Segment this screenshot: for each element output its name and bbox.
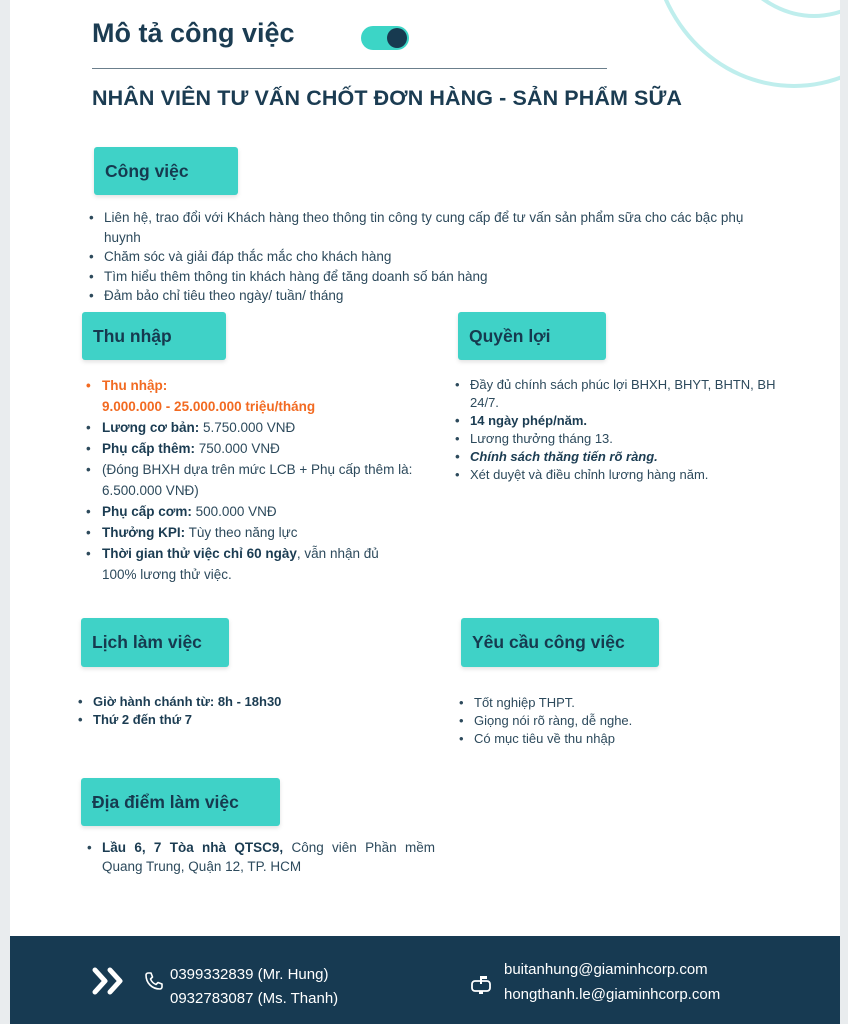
item-label: Thời gian thử việc chỉ 60 ngày xyxy=(102,546,297,561)
location-list xyxy=(85,838,435,876)
item-label: Thưởng KPI: xyxy=(102,525,186,540)
list-item: • Tốt nghiệp THPT. xyxy=(457,694,787,712)
contact-phone-2[interactable]: 0932783087 (Ms. Thanh) xyxy=(170,990,339,1007)
list-item: • Liên hệ, trao đổi với Khách hàng theo thông tin công ty cung cấp để tư vấn sản phẩm sữa cho các bậc phụ huynh xyxy=(87,208,777,247)
list-item xyxy=(84,522,414,543)
section-heading-thu-nhap xyxy=(82,312,226,360)
list-item: • Thứ 2 đến thứ 7 xyxy=(76,711,406,729)
income-range-item xyxy=(84,375,414,417)
income-list xyxy=(84,375,414,585)
section-heading-label: Lịch làm việc xyxy=(92,632,202,652)
item-value: 750.000 VNĐ xyxy=(195,441,280,456)
decorative-arc-inner xyxy=(710,0,840,18)
title-divider xyxy=(92,68,607,69)
section-heading-label: Địa điểm làm việc xyxy=(92,791,239,812)
section-heading-label: Quyền lợi xyxy=(469,325,551,346)
requirements-list xyxy=(457,694,787,748)
contact-email-2[interactable]: hongthanh.le@giaminhcorp.com xyxy=(504,986,721,1003)
list-item: • Có mục tiêu về thu nhập xyxy=(457,730,787,748)
income-range: 9.000.000 - 25.000.000 triệu/tháng xyxy=(102,399,316,414)
list-item: • Chăm sóc và giải đáp thắc mắc cho khách hàng xyxy=(87,247,777,267)
section-heading-lich-lam-viec xyxy=(81,618,229,667)
list-item xyxy=(84,417,414,438)
list-item: • Lương thưởng tháng 13. xyxy=(453,430,788,448)
list-item xyxy=(84,501,414,522)
list-item xyxy=(84,459,414,501)
list-item: • Tìm hiểu thêm thông tin khách hàng để tăng doanh số bán hàng xyxy=(87,267,777,287)
list-item: • Đầy đủ chính sách phúc lợi BHXH, BHYT, BHTN, BH 24/7. xyxy=(453,376,788,412)
section-heading-yeu-cau xyxy=(461,618,659,667)
item-value: , vẫn nhận đủ 100% lương thử việc. xyxy=(102,546,379,582)
item-value: 5.750.000 VNĐ xyxy=(199,420,296,435)
list-item xyxy=(84,543,414,585)
contact-email-1[interactable]: buitanhung@giaminhcorp.com xyxy=(504,961,708,978)
item-label: Phụ cấp cơm: xyxy=(102,504,192,519)
section-heading-label: Yêu cầu công việc xyxy=(472,632,625,652)
location-address: Công viên Phần mềm Quang Trung, Quận 12, TP. HCM xyxy=(102,840,435,874)
item-label: Phụ cấp thêm: xyxy=(102,441,196,456)
list-item: • Đảm bảo chỉ tiêu theo ngày/ tuần/ tháng xyxy=(87,286,777,306)
phone-icon xyxy=(144,971,164,991)
contact-phone-1[interactable]: 0399332839 (Mr. Hung) xyxy=(170,966,329,983)
page-title: Mô tả công việc xyxy=(92,18,295,48)
list-item: • Giọng nói rõ ràng, dễ nghe. xyxy=(457,712,787,730)
decorative-arc-outer xyxy=(650,0,840,88)
contact-footer xyxy=(10,936,840,1024)
toggle-switch[interactable] xyxy=(361,26,409,50)
double-chevron-right-icon xyxy=(92,967,126,995)
list-item xyxy=(85,838,435,876)
item-label: Lương cơ bản: xyxy=(102,420,200,435)
job-description-sheet xyxy=(10,0,840,1024)
section-heading-cong-viec xyxy=(94,147,238,195)
section-heading-label: Công việc xyxy=(105,160,189,181)
job-title: NHÂN VIÊN TƯ VẤN CHỐT ĐƠN HÀNG - SẢN PHẨM SỮA xyxy=(92,86,683,110)
toggle-knob xyxy=(387,28,407,48)
list-item xyxy=(84,438,414,459)
job-duties-list xyxy=(87,208,777,306)
benefits-list xyxy=(453,376,788,484)
section-heading-dia-diem xyxy=(81,778,280,826)
location-building: Lầu 6, 7 Tòa nhà QTSC9, xyxy=(102,840,284,855)
list-item: • Giờ hành chánh từ: 8h - 18h30 xyxy=(76,693,406,711)
item-value: (Đóng BHXH dựa trên mức LCB + Phụ cấp thêm là: 6.500.000 VNĐ) xyxy=(102,462,413,498)
list-item: • 14 ngày phép/năm. xyxy=(453,412,788,430)
item-value: 500.000 VNĐ xyxy=(191,504,277,519)
section-heading-quyen-loi xyxy=(458,312,606,360)
income-label: Thu nhập: xyxy=(102,378,168,393)
list-item: • Chính sách thăng tiến rõ ràng. xyxy=(453,448,788,466)
mailbox-icon xyxy=(470,974,492,994)
list-item: • Xét duyệt và điều chỉnh lương hàng năm. xyxy=(453,466,788,484)
item-value: Tùy theo năng lực xyxy=(185,525,298,540)
section-heading-label: Thu nhập xyxy=(93,325,172,346)
schedule-list xyxy=(76,693,406,729)
